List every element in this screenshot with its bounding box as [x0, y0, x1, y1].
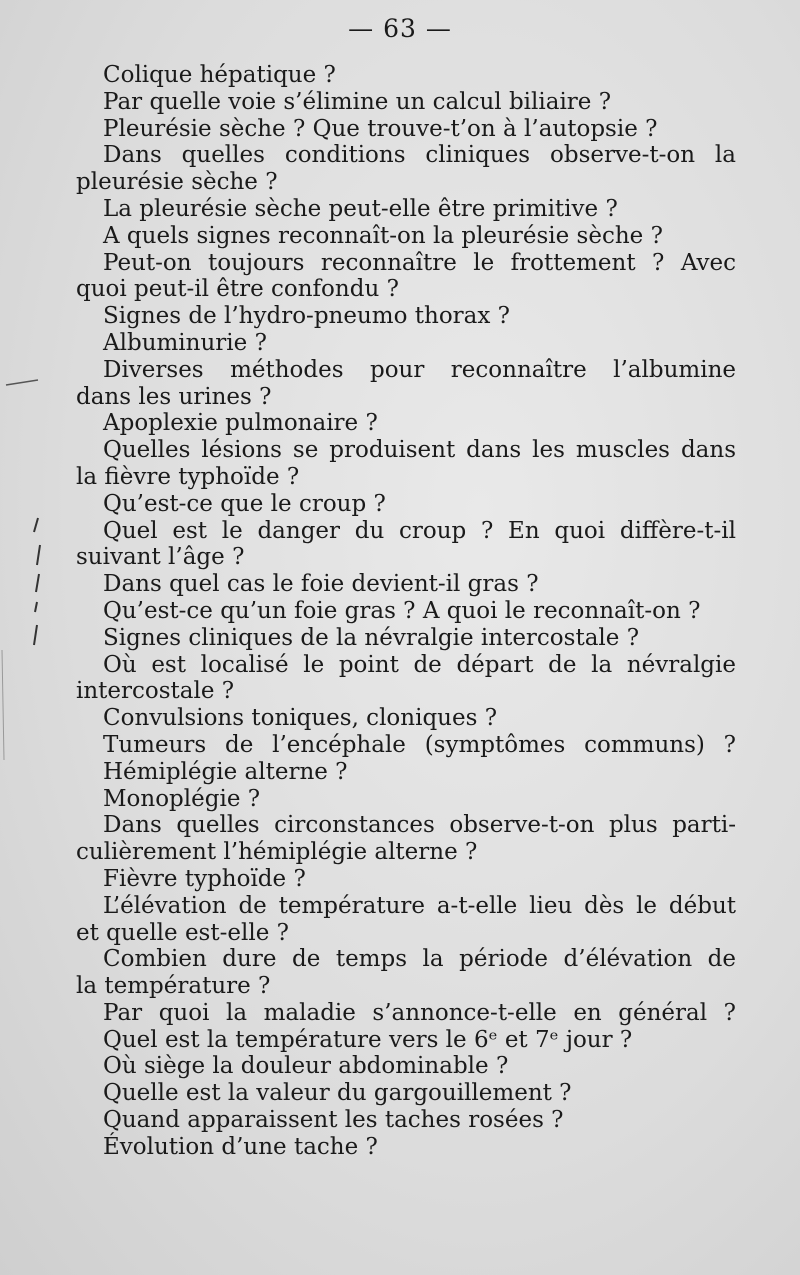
text-line: Par quoi la maladie s’annonce-t-elle en général ?: [103, 999, 736, 1026]
text-line: Qu’est-ce que le croup ?: [103, 490, 386, 517]
text-line: Où siège la douleur abdominable ?: [103, 1053, 509, 1080]
text-line: Signes cliniques de la névralgie intercostale ?: [103, 624, 640, 651]
text-line: Colique hépatique ?: [103, 62, 336, 88]
text-line: Qu’est-ce qu’un foie gras ? A quoi le reconnaît-on ?: [103, 597, 701, 624]
text-line: Dans quelles conditions cliniques observe-t-on la: [103, 142, 736, 169]
text-line: la fièvre typhoïde ?: [76, 463, 300, 490]
text-line: Où est localisé le point de départ de la névralgie: [103, 651, 736, 678]
text-line: Combien dure de temps la période d’élévation de: [103, 946, 736, 973]
text-line: Évolution d’une tache ?: [103, 1133, 378, 1160]
text-line: Monoplégie ?: [103, 785, 261, 812]
text-line: Tumeurs de l’encéphale (symptômes communs) ?: [103, 731, 736, 758]
text-line: la température ?: [76, 973, 271, 1000]
text-line: Dans quelles circonstances observe-t-on plus parti-: [103, 812, 736, 839]
text-line: culièrement l’hémiplégie alterne ?: [76, 839, 478, 866]
text-line: Fièvre typhoïde ?: [103, 865, 306, 892]
text-line: Dans quel cas le foie devient-il gras ?: [103, 571, 539, 598]
text-line: Pleurésie sèche ? Que trouve-t’on à l’autopsie ?: [103, 115, 658, 142]
text-line: pleurésie sèche ?: [76, 169, 278, 196]
text-line: suivant l’âge ?: [76, 544, 245, 571]
text-line: Quand apparaissent les taches rosées ?: [103, 1107, 564, 1134]
text-line: Signes de l’hydro-pneumo thorax ?: [103, 303, 510, 330]
text-line: A quels signes reconnaît-on la pleurésie sèche ?: [103, 222, 663, 249]
margin-pencil-marks: [0, 0, 60, 1275]
page-number: — 63 —: [348, 14, 452, 43]
question-list: [76, 62, 736, 1161]
text-line: et quelle est-elle ?: [76, 919, 289, 946]
text-line: Hémiplégie alterne ?: [103, 758, 348, 785]
text-line: Apoplexie pulmonaire ?: [103, 410, 378, 437]
text-line: Diverses méthodes pour reconnaître l’albumine: [103, 356, 736, 383]
text-line: Convulsions toniques, cloniques ?: [103, 705, 498, 732]
text-line: Quelle est la valeur du gargouillement ?: [103, 1080, 572, 1107]
text-line: Quel est la température vers le 6ᵉ et 7ᵉ jour ?: [103, 1026, 633, 1053]
text-line: Par quelle voie s’élimine un calcul biliaire ?: [103, 88, 612, 115]
text-line: Peut-on toujours reconnaître le frottement ? Avec: [103, 249, 736, 276]
text-line: Quelles lésions se produisent dans les muscles dans: [103, 437, 736, 464]
text-line: L’élévation de température a-t-elle lieu dès le début: [103, 892, 736, 919]
text-line: La pleurésie sèche peut-elle être primitive ?: [103, 195, 618, 222]
text-line: Quel est le danger du croup ? En quoi diffère-t-il: [103, 517, 736, 544]
text-line: intercostale ?: [76, 678, 235, 705]
text-line: quoi peut-il être confondu ?: [76, 276, 399, 303]
text-line: Albuminurie ?: [103, 329, 267, 356]
text-line: dans les urines ?: [76, 383, 272, 410]
